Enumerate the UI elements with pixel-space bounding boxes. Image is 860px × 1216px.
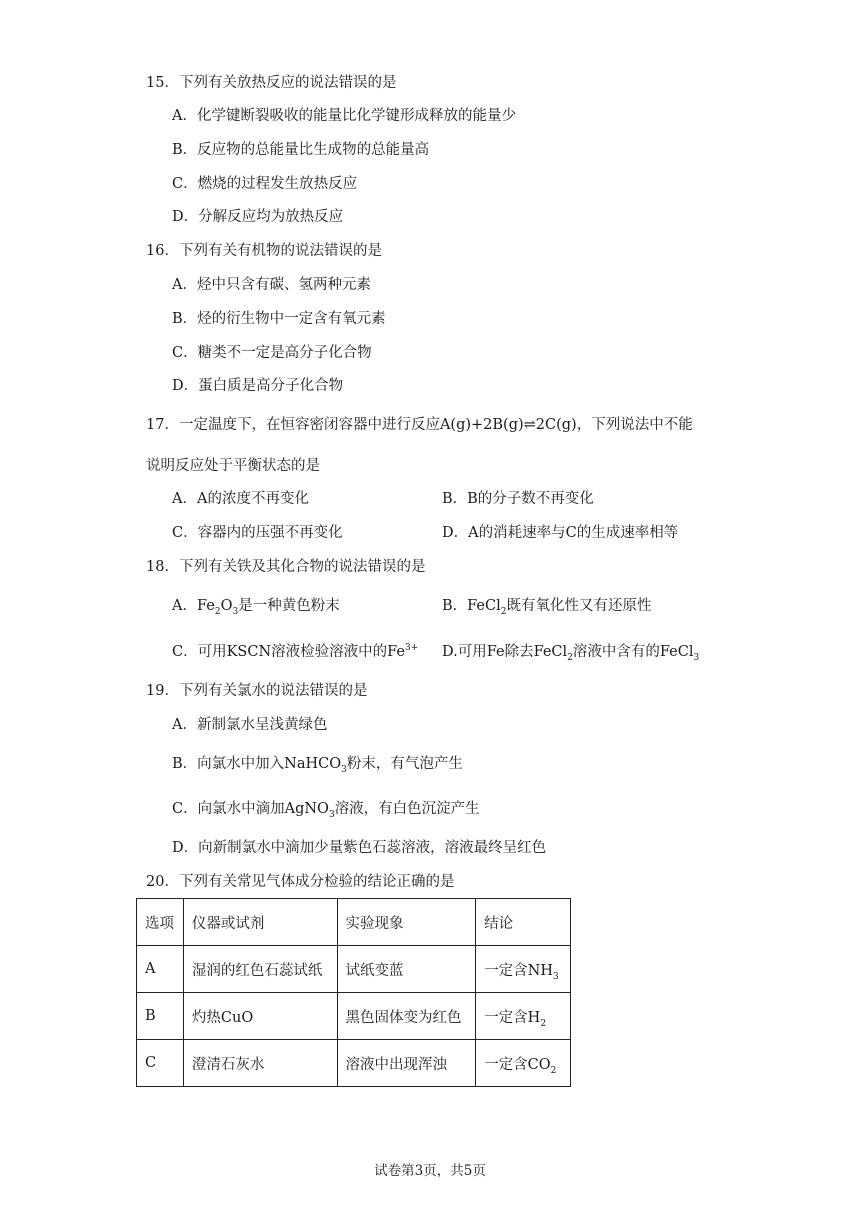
q15-option-d: D．分解反应均为放热反应	[172, 209, 344, 225]
q18-d-text: D.可用Fe除去	[442, 644, 534, 660]
q19-b-formula: NaHCO	[284, 756, 342, 772]
q17-stem-post: ，下列说法中不能	[576, 417, 693, 433]
q19-c-text: C．向氯水中滴加	[172, 801, 285, 817]
page-footer: 试卷第3页，共5页	[374, 1163, 486, 1179]
q18-a-label: A．	[172, 598, 197, 614]
q18-d-formula2: FeCl	[659, 644, 694, 660]
table-header-row	[137, 899, 571, 946]
conclusion-sub: 2	[540, 1018, 547, 1029]
q19-c-post: 溶液，有白色沉淀产生	[334, 801, 480, 817]
q19-option-b	[172, 754, 463, 774]
table-cell-conclusion	[476, 946, 571, 993]
q15-option-b: B．反应物的总能量比生成物的总能量高	[172, 142, 430, 158]
question-17-stem-line2: 说明反应处于平衡状态的是	[146, 458, 320, 474]
conclusion-text: 一定含CO	[484, 1056, 551, 1073]
q18-c-text: C．可用KSCN溶液检验溶液中的Fe	[172, 644, 405, 660]
q19-b-post: 粉末，有气泡产生	[346, 756, 463, 772]
q18-option-a	[172, 596, 340, 616]
q16-option-a: A．烃中只含有碳、氢两种元素	[172, 277, 371, 293]
q18-c-sup: 3+	[405, 643, 419, 654]
q19-option-d: D．向新制氯水中滴加少量紫色石蕊溶液，溶液最终呈红色	[172, 840, 547, 856]
q17-equation: A(g)+2B(g)⇌2C(g)	[439, 417, 577, 433]
q18-option-c	[172, 642, 418, 662]
question-15-stem: 15．下列有关放热反应的说法错误的是	[146, 75, 397, 91]
table-cell-conclusion	[476, 993, 571, 1040]
q17-option-d: D．A的消耗速率与C的生成速率相等	[442, 525, 679, 541]
q19-c-sub: 3	[328, 809, 335, 820]
question-19-stem: 19．下列有关氯水的说法错误的是	[146, 683, 368, 699]
q17-option-b: B．B的分子数不再变化	[442, 491, 594, 507]
question-17-stem	[146, 415, 693, 435]
table-cell-option: B	[137, 993, 184, 1040]
q19-c-formula: AgNO	[284, 801, 329, 817]
q18-b-text: 既有氧化性又有还原性	[506, 598, 652, 614]
question-16-stem: 16．下列有关有机物的说法错误的是	[146, 243, 382, 259]
table-row	[137, 1040, 571, 1087]
q18-a-formula: Fe	[196, 598, 215, 614]
q15-option-a: A．化学键断裂吸收的能量比化学键形成释放的能量少	[172, 108, 516, 124]
q18-d-sub2: 3	[693, 652, 700, 663]
q18-a-sub2: 3	[232, 606, 239, 617]
table-cell-reagent: 灼热CuO	[183, 993, 337, 1040]
q18-b-sub: 2	[500, 606, 507, 617]
q19-option-c	[172, 799, 480, 819]
q16-option-b: B．烃的衍生物中一定含有氧元素	[172, 311, 386, 327]
table-cell-phenomenon: 溶液中出现浑浊	[337, 1040, 476, 1087]
table-cell-phenomenon: 试纸变蓝	[337, 946, 476, 993]
q18-a-text: 是一种黄色粉末	[238, 598, 340, 614]
question-20-stem: 20．下列有关常见气体成分检验的结论正确的是	[146, 874, 455, 890]
table-row	[137, 946, 571, 993]
table-cell-option: C	[137, 1040, 184, 1087]
conclusion-text: 一定含NH	[484, 962, 553, 979]
q18-d-sub1: 2	[567, 652, 573, 663]
q19-b-text: B．向氯水中加入	[172, 756, 285, 772]
table-cell-reagent: 澄清石灰水	[183, 1040, 337, 1087]
table-cell-option: A	[137, 946, 184, 993]
q19-option-a: A．新制氯水呈浅黄绿色	[172, 717, 328, 733]
table-header-cell: 仪器或试剂	[183, 899, 337, 946]
q15-option-c: C．燃烧的过程发生放热反应	[172, 176, 358, 192]
q18-option-d	[442, 642, 699, 662]
table-cell-phenomenon: 黑色固体变为红色	[337, 993, 476, 1040]
question-18-stem: 18．下列有关铁及其化合物的说法错误的是	[146, 559, 426, 575]
q17-option-c: C．容器内的压强不再变化	[172, 525, 343, 541]
table-header-cell: 选项	[137, 899, 184, 946]
table-cell-conclusion	[476, 1040, 571, 1087]
table-header-cell: 实验现象	[337, 899, 476, 946]
q18-d-mid: 溶液中含有的	[572, 644, 660, 660]
q17-option-a: A．A的浓度不再变化	[172, 491, 309, 507]
conclusion-sub: 2	[550, 1065, 557, 1076]
q18-b-label: B．	[442, 598, 468, 614]
q18-a-sub1: 2	[214, 606, 221, 617]
q18-option-b	[442, 596, 651, 616]
conclusion-sub: 3	[553, 971, 559, 982]
q18-b-formula: FeCl	[467, 598, 501, 614]
table-cell-reagent: 湿润的红色石蕊试纸	[183, 946, 337, 993]
q18-d-formula1: FeCl	[533, 644, 568, 660]
table-row	[137, 993, 571, 1040]
table-header-cell: 结论	[476, 899, 571, 946]
q16-option-c: C．糖类不一定是高分子化合物	[172, 345, 372, 361]
q19-b-sub: 3	[341, 764, 347, 775]
q18-a-formula-mid: O	[220, 598, 233, 614]
q16-option-d: D．蛋白质是高分子化合物	[172, 378, 344, 394]
q17-stem-pre: 17．一定温度下，在恒容密闭容器中进行反应	[146, 417, 440, 433]
conclusion-text: 一定含H	[484, 1009, 541, 1026]
q20-table	[136, 898, 571, 1087]
